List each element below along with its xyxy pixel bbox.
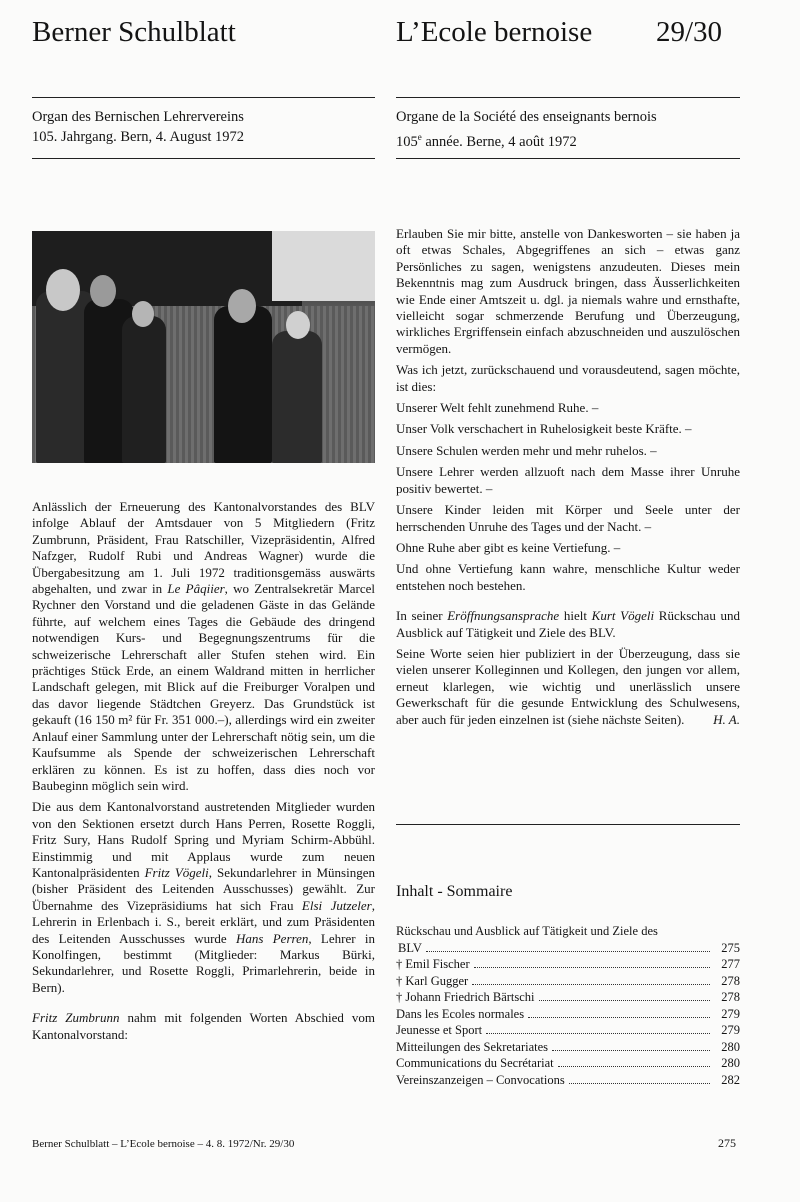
left-paragraph-2: Die aus dem Kantonalvorstand austretenden Mitglieder wurden von den Sektionen ersetzt durch Hans Perren, Rosette Roggli, Fritz Sury, Hans Rudolf Spring und Myriam Schirm-Abbühl. Einstimmig und mit Applaus wurde zum neuen Kantonalpräsidenten Fritz Vögeli, Sekundarlehrer in Münsingen (bisher Präsident des Leitenden Ausschusses) gewählt. Zur Übernahme des Vizepräsidiums hat sich Frau Elsi Jutzeler, Lehrerin in Erlenbach i. S., bereit erklärt, und zum Präsidenten des Leitenden Ausschusses wurde Hans Perren, Lehrer in Konolfingen, bestimmt (Mitglieder: Markus Bürki, Sekundarlehrer, und Rosette Roggli, Primarlehrerin, beide in Bern).	[32, 799, 375, 995]
toc-heading: Inhalt - Sommaire	[396, 883, 513, 900]
org-fr-line1: Organe de la Société des enseignants bernois	[396, 109, 657, 125]
left-column	[32, 499, 375, 1048]
toc-entry-title: Jeunesse et Sport	[396, 1023, 483, 1037]
toc-entry-title: † Emil Fischer	[396, 957, 470, 971]
photo-group-outdoors	[32, 231, 375, 463]
toc-entry-page: 278	[721, 990, 740, 1004]
right-paragraph-5: Unsere Schulen werden mehr und mehr ruhelos. –	[396, 442, 657, 458]
toc-first-line: Rückschau und Ausblick auf Tätigkeit und Ziele des	[396, 924, 658, 938]
toc-entry-leader	[474, 967, 710, 968]
masthead-title-de: Berner Schulblatt	[32, 16, 236, 48]
toc-entry-title: Mitteilungen des Sekretariates	[396, 1039, 549, 1054]
signature: H. A.	[713, 711, 740, 727]
right-paragraph-7: Unsere Kinder leiden mit Körper und Seele unter der herrschenden Unruhe des Tages und der Nacht. –	[396, 502, 740, 534]
right-paragraph-1: Erlauben Sie mir bitte, anstelle von Dankesworten – sie haben ja oft etwas Schales, Abgegriffenes an sich – etwas ganz Persönliches zu sagen, wenigstens anzudeuten. Dieses mein Bekenntnis mag zum Ausdruck bringen, dass Äusserlichkeiten wie Ende einer Amtszeit u. dgl. ja niemals wahre und ernsthafte, vielleicht sogar schmerzende Berufung und Überzeugung, wirkliches Ergriffensein einfach abzuschneiden und auszulöschen vermögen.	[396, 226, 740, 356]
right-paragraph-3: Unserer Welt fehlt zunehmend Ruhe. –	[396, 400, 599, 416]
toc-entry-page: 277	[721, 957, 740, 971]
right-paragraph-4: Unser Volk verschachert in Ruhelosigkeit beste Kräfte. –	[396, 421, 692, 437]
toc-entry-page: 278	[721, 973, 740, 988]
toc-entry-leader	[569, 1083, 710, 1084]
toc-entry-page: 280	[721, 1056, 740, 1070]
right-paragraph-2: Was ich jetzt, zurückschauend und vorausdeutend, sagen möchte, ist dies:	[396, 362, 740, 394]
toc-entry-page: 279	[721, 1023, 740, 1037]
toc-entry	[396, 1072, 740, 1089]
toc-entry-leader	[528, 1017, 710, 1018]
left-paragraph-1: Anlässlich der Erneuerung des Kantonalvorstandes des BLV infolge Ablauf der Amtsdauer von 5 Mitgliedern (Fritz Zumbrunn, Präsident, Frau Ratschiller, Vizepräsidentin, Alfred Nafzger, Rudolf Rubi und Andreas Wagner) wurde die Übergabesitzung am 1. Juli 1972 traditionsgemäss auswärts abgehalten, und zwar in Le Pâqiier, wo Zentralsekretär Marcel Rychner den Vorstand und die geladenen Gäste in das Gelände führte, auf welchem eines Tages die Gebäude des dringend notwendigen Kurs- und Begegnungszentrums für die schweizerische Lehrerschaft aller Stufen stehen wird. Ein prächtiges Stück Erde, an einem Waldrand mitten in herrlicher Landschaft gelegen, mit Blick auf die Freiburger Voralpen und das davor liegende Städtchen Greyerz. Das Grundstück ist gekauft (16 150 m² für Fr. 351 000.–), allerdings wird ein zweiter Anlauf einer Sammlung unter der Lehrerschaft nötig sein, um die Kaufsumme als Spende der schweizerischen Lehrerschaft erklären zu können. Es ist zu hoffen, dass dies noch vor Baubeginn möglich sein wird.	[32, 499, 376, 793]
org-de-line1: Organ des Bernischen Lehrervereins	[32, 109, 244, 125]
toc-entry	[396, 956, 740, 973]
toc-entry-leader	[486, 1033, 710, 1034]
toc-entry-title: Vereinszanzeigen – Convocations	[396, 1072, 565, 1087]
right-column	[396, 226, 740, 733]
org-de	[32, 107, 375, 147]
header-rule-right	[396, 97, 740, 98]
toc-entry-leader	[539, 1000, 710, 1001]
org-de-line2: 105. Jahrgang. Bern, 4. August 1972	[32, 129, 244, 145]
toc-entry	[396, 973, 740, 990]
toc-rule	[396, 824, 740, 825]
toc-entry-title: † Karl Gugger	[396, 973, 469, 988]
right-paragraph-10: In seiner Eröffnungsansprache hielt Kurt Vögeli Rückschau und Ausblick auf Tätigkeit und Ziele des BLV.	[396, 608, 741, 640]
right-paragraph-6: Unsere Lehrer werden allzuoft nach dem Masse ihrer Unruhe positiv bewertet. –	[396, 464, 740, 496]
footer-page-number: 275	[718, 1136, 736, 1150]
toc-entry	[396, 940, 740, 957]
issue-number: 29/30	[656, 16, 723, 48]
toc-entry-title: Communications du Secrétariat	[396, 1056, 554, 1070]
toc-entry	[396, 1006, 740, 1023]
right-paragraph-9: Und ohne Vertiefung kann wahre, menschliche Kultur weder entstehen noch bestehen.	[396, 561, 740, 593]
toc-entry	[396, 1022, 740, 1039]
right-paragraph-11: Seine Worte seien hier publiziert in der Überzeugung, dass sie vielen unserer Kolleginnen und Kollegen, den jungen vor allem, erneut klarlegen, wie wichtig und unerlässlich unsere Gewerkschaft für die gesunde Entwicklung des Schulwesens, aber auch für jeden einzelnen ist (siehe nächste Seiten). H. A.	[396, 645, 740, 727]
toc-entry-leader	[472, 984, 710, 985]
toc-entry-leader	[558, 1066, 710, 1067]
masthead-title-fr: L’Ecole bernoise	[396, 16, 593, 48]
toc-entry-title: BLV	[398, 940, 422, 955]
left-paragraph-3: Fritz Zumbrunn nahm mit folgenden Worten Abschied vom Kantonalvorstand:	[32, 1010, 375, 1042]
toc-entry-page: 282	[721, 1072, 740, 1087]
toc-entry	[396, 1055, 740, 1072]
org-rule-right	[396, 158, 740, 159]
header-rule-left	[32, 97, 375, 98]
footer-citation: Berner Schulblatt – L’Ecole bernoise – 4. 8. 1972/Nr. 29/30	[32, 1138, 295, 1150]
toc-entry-title: Dans les Ecoles normales	[396, 1006, 525, 1021]
toc-entry	[396, 1039, 740, 1056]
org-fr	[396, 107, 740, 152]
toc-entry-leader	[552, 1050, 710, 1051]
toc-entry-leader	[426, 951, 710, 952]
toc-list	[396, 923, 740, 1088]
toc-entry-title: † Johann Friedrich Bärtschi	[396, 990, 535, 1004]
right-paragraph-8: Ohne Ruhe aber gibt es keine Vertiefung. –	[396, 539, 621, 555]
toc-entry-page: 275	[721, 940, 740, 955]
toc-entry-page: 280	[721, 1039, 740, 1054]
org-rule-left	[32, 158, 375, 159]
org-fr-line2: 105e année. Berne, 4 août 1972	[396, 132, 577, 150]
toc-entry-page: 279	[721, 1006, 740, 1021]
toc-entry	[396, 989, 740, 1006]
